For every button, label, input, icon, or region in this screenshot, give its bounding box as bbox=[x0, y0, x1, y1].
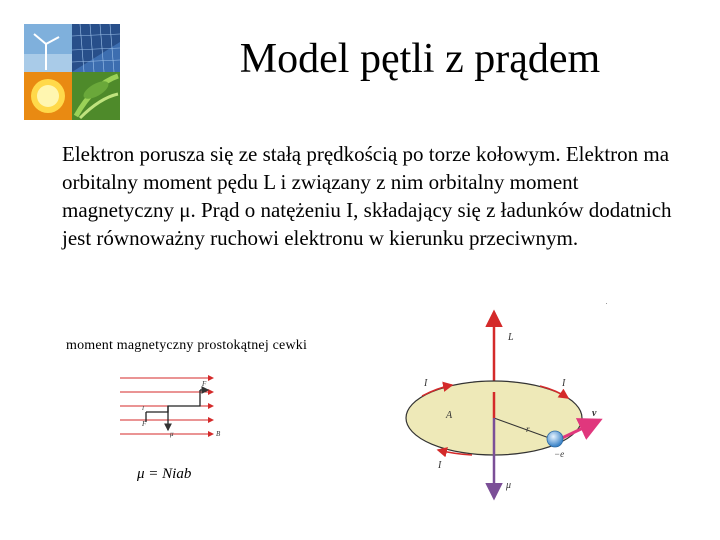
slide-title: Model pętli z prądem bbox=[239, 36, 601, 82]
coil-current-label: I bbox=[142, 406, 144, 412]
electron bbox=[547, 431, 563, 447]
electron-charge-label: −e bbox=[554, 449, 565, 459]
renewable-energy-logo bbox=[24, 24, 120, 120]
rectangular-coil-diagram bbox=[118, 370, 233, 445]
body-paragraph: Elektron porusza się ze stałą prędkością po torze kołowym. Elektron ma orbitalny moment pędu L i związany z nim orbitalny moment magnetyczny μ. Prąd o natężeniu I, składający się z ładunków dodatnich jest równoważny ruchowi elektronu w kierunku przeciwnym. bbox=[62, 142, 672, 250]
magnetic-moment-formula: μ = Niab bbox=[137, 466, 192, 482]
field-b-label: B bbox=[216, 430, 221, 438]
l-label: L bbox=[508, 332, 514, 343]
orbit-mu-label: μ bbox=[506, 480, 512, 491]
radius-label: r bbox=[526, 424, 530, 434]
coil-caption: moment magnetyczny prostokątnej cewki bbox=[66, 338, 308, 353]
coil-mu-label: μ bbox=[170, 430, 174, 438]
velocity-label: v bbox=[592, 408, 597, 419]
current-label-bottom: I bbox=[438, 460, 442, 471]
current-label-right: I bbox=[562, 378, 566, 389]
force-label-top: F bbox=[202, 380, 207, 388]
current-label-left: I bbox=[424, 378, 428, 389]
area-label: A bbox=[446, 410, 453, 421]
electron-orbit-diagram bbox=[392, 300, 612, 512]
force-label-left: F bbox=[142, 420, 147, 428]
